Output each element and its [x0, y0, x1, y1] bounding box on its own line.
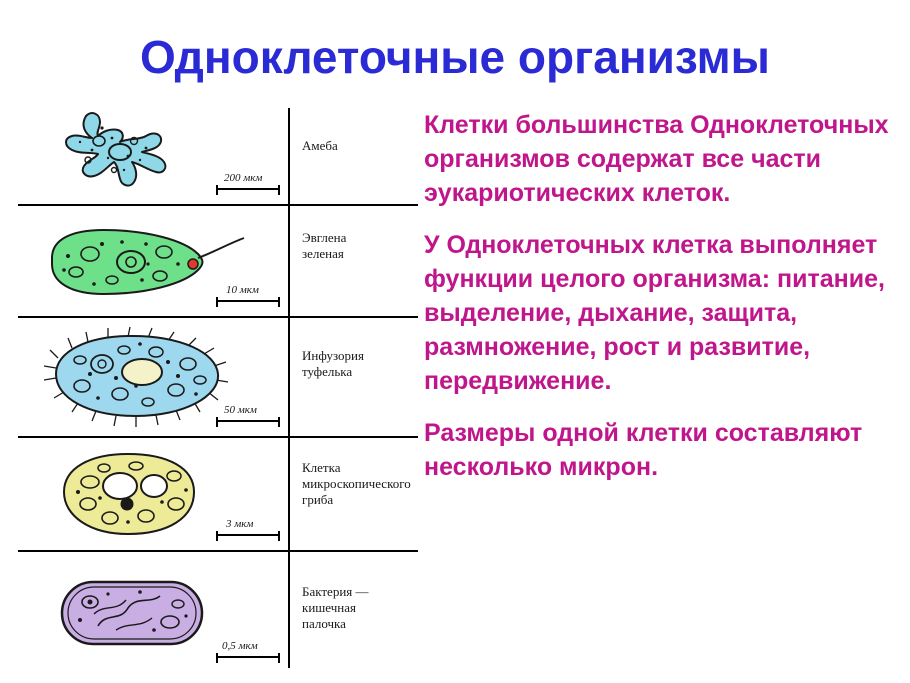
row-label-fungal-cell-line2: микроскопического: [302, 476, 411, 491]
paragraph-1: Клетки большинства Одноклеточных организмов содержат все части эукариотических клеток.: [424, 111, 889, 207]
diagram-row-euglena: [18, 206, 408, 316]
diagram-row-paramecium: [18, 318, 408, 436]
row-label-paramecium: [302, 348, 364, 380]
row-label-bacterium-line2: кишечная: [302, 600, 356, 615]
scale-text-euglena: 10 мкм: [226, 284, 259, 296]
row-label-fungal-cell-line1: Клетка: [302, 460, 341, 475]
divider-vertical-3: [288, 318, 290, 436]
organism-diagram: [18, 108, 411, 668]
row-label-amoeba: Амеба: [302, 138, 338, 153]
row-label-fungal-cell: [302, 460, 411, 508]
page-title: Одноклеточные организмы: [140, 31, 770, 83]
scale-bar-paramecium: [216, 420, 280, 422]
paragraph-2: У Одноклеточных клетка выполняет функции целого организма: питание, выделение, дыхание, защита, размножение, рост и развитие, передвижение.: [424, 231, 885, 395]
row-label-fungal-cell-line3: гриба: [302, 492, 334, 507]
fungal-cell-figure: [28, 442, 238, 550]
diagram-row-bacterium: [18, 552, 408, 668]
row-label-paramecium-line2: туфелька: [302, 364, 353, 379]
divider-vertical-5: [288, 552, 290, 668]
scale-bar-fungal-cell: [216, 534, 280, 536]
row-label-paramecium-line1: Инфузория: [302, 348, 364, 363]
bacterium-figure: [28, 564, 238, 674]
row-label-bacterium: [302, 584, 369, 632]
divider-vertical-4: [288, 438, 290, 550]
row-label-bacterium-line3: палочка: [302, 616, 346, 631]
row-label-bacterium-line1: Бактерия —: [302, 584, 369, 599]
scale-text-fungal-cell: 3 мкм: [226, 518, 254, 530]
row-label-euglena-line1: Эвглена: [302, 230, 347, 245]
scale-bar-euglena: [216, 300, 280, 302]
paragraph-3: Размеры одной клетки составляют несколько микрон.: [424, 419, 863, 481]
scale-bar-amoeba: [216, 188, 280, 190]
scale-text-paramecium: 50 мкм: [224, 404, 257, 416]
diagram-row-fungal-cell: [18, 438, 411, 550]
scale-text-amoeba: 200 мкм: [224, 172, 263, 184]
row-label-euglena-line2: зеленая: [302, 246, 344, 261]
row-label-euglena: [302, 230, 346, 262]
description-text-column: [424, 108, 894, 484]
divider-vertical-2: [288, 206, 290, 316]
euglena-figure: [28, 212, 258, 318]
amoeba-figure: [28, 108, 198, 200]
scale-text-bacterium: 0,5 мкм: [222, 640, 258, 652]
divider-vertical-1: [288, 108, 290, 204]
diagram-row-amoeba: [18, 108, 408, 204]
scale-bar-bacterium: [216, 656, 280, 658]
